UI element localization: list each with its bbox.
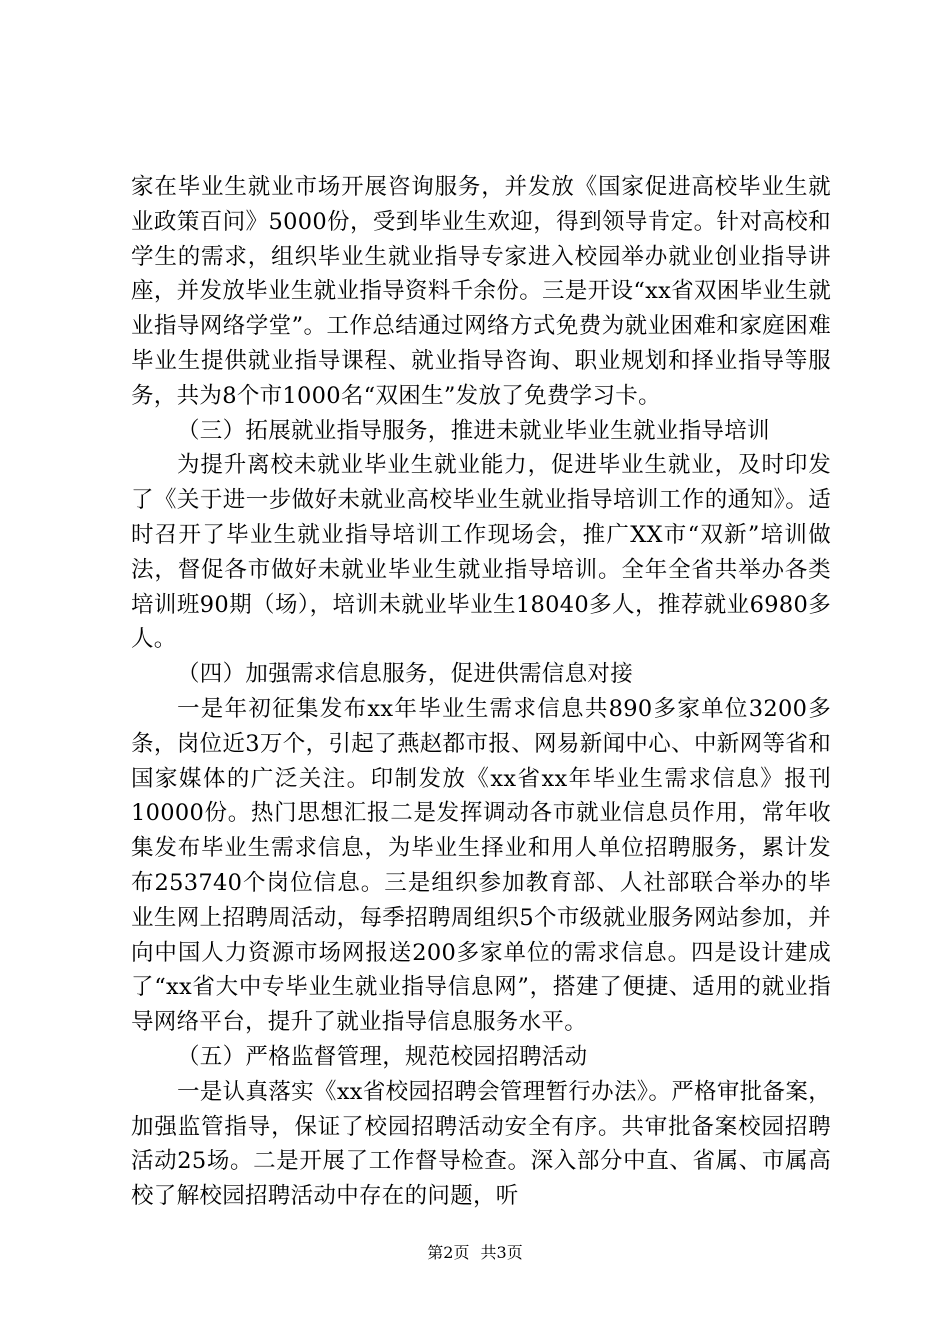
body-paragraph: 一是年初征集发布xx年毕业生需求信息共890多家单位3200多条，岗位近3万个，引起了燕赵都市报、网易新闻中心、中新网等省和国家媒体的广泛关注。印制发放《xx省xx年毕业生需求信息》报刊10000份。热门思想汇报二是发挥调动各市就业信息员作用，常年收集发布毕业生需求信息，为毕业生择业和用人单位招聘服务，累计发布253740个岗位信息。三是组织参加教育部、人社部联合举办的毕业生网上招聘周活动，每季招聘周组织5个市级就业服务网站参加，并向中国人力资源市场网报送200多家单位的需求信息。四是设计建成了“xx省大中专毕业生就业指导信息网”，搭建了便捷、适用的就业指导网络平台，提升了就业指导信息服务水平。 — [131, 695, 831, 1036]
page-footer — [0, 1243, 950, 1263]
body-paragraph-continued: 家在毕业生就业市场开展咨询服务，并发放《国家促进高校毕业生就业政策百问》5000份，受到毕业生欢迎，得到领导肯定。针对高校和学生的需求，组织毕业生就业指导专家进入校园举办就业创业指导讲座，并发放毕业生就业指导资料千余份。三是开设“xx省双困毕业生就业指导网络学堂”。工作总结通过网络方式免费为就业困难和家庭困难毕业生提供就业指导课程、就业指导咨询、职业规划和择业指导等服务，共为8个市1000名“双困生”发放了免费学习卡。 — [131, 174, 831, 409]
page-total: 共3页 — [480, 1243, 523, 1262]
section-heading-3: （三）拓展就业指导服务，推进未就业毕业生就业指导培训 — [177, 417, 770, 444]
section-heading-5: （五）严格监督管理，规范校园招聘活动 — [177, 1043, 588, 1070]
section-heading-4: （四）加强需求信息服务，促进供需信息对接 — [177, 661, 634, 688]
body-paragraph: 为提升离校未就业毕业生就业能力，促进毕业生就业，及时印发了《关于进一步做好未就业高校毕业生就业指导培训工作的通知》。适时召开了毕业生就业指导培训工作现场会，推广XX市“双新”培训做法，督促各市做好未就业毕业生就业指导培训。全年全省共举办各类培训班90期（场），培训未就业毕业生18040多人，推荐就业6980多人。 — [131, 452, 831, 653]
page-number: 第2页 — [427, 1243, 470, 1262]
body-paragraph: 一是认真落实《xx省校园招聘会管理暂行办法》。严格审批备案，加强监管指导，保证了校园招聘活动安全有序。共审批备案校园招聘活动25场。二是开展了工作督导检查。深入部分中直、省属、市属高校了解校园招聘活动中存在的问题，听 — [131, 1078, 831, 1210]
document-body — [131, 170, 831, 1214]
